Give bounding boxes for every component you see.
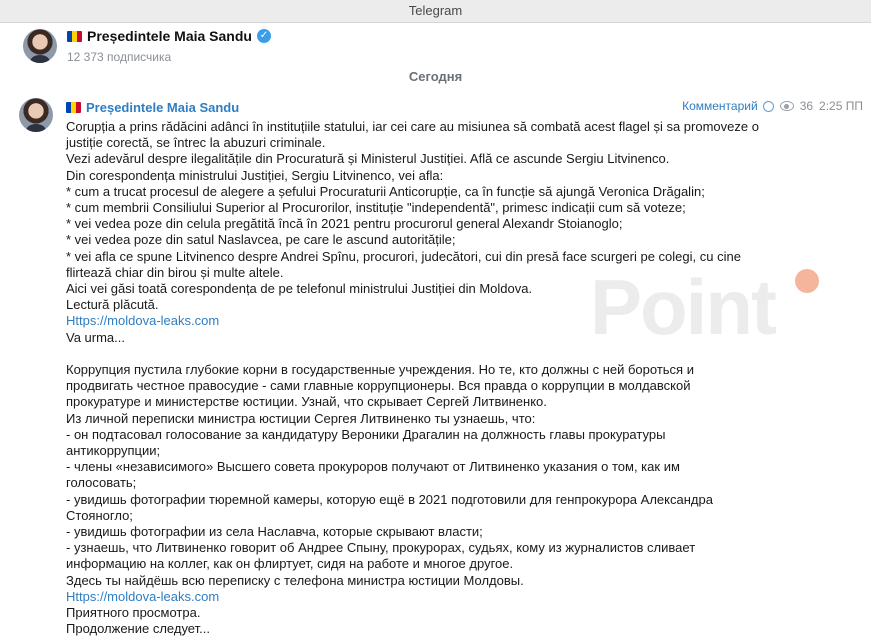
channel-avatar[interactable] (23, 29, 57, 63)
post-line: flirtează chiar din birou și multe altele. (66, 264, 284, 280)
comments-button[interactable] (682, 99, 774, 113)
window-title: Telegram (408, 3, 463, 18)
post-line: * vei vedea poze din celula pregătită încă în 2021 pentru procurorul general Alexandr Stoianoglo; (66, 216, 623, 232)
post-line: Lectură plăcută. (66, 297, 159, 313)
view-count: 36 (799, 99, 814, 113)
post-line: Приятного просмотра. (66, 605, 201, 621)
post-line: Vezi adevărul despre ilegalitățile din Procuratură și Ministerul Justiției. Află ce ascunde Sergiu Litvinenco. (66, 151, 670, 167)
post-line: - узнаешь, что Литвиненко говорит об Андрее Спыну, прокурорах, судьях, кому из журналистов сливает (66, 540, 696, 556)
moldova-flag-icon (66, 102, 81, 113)
post-line: - члены «независимого» Высшего совета прокуроров получают от Литвиненко указания о том, как им (66, 459, 680, 475)
channel-title[interactable] (67, 28, 271, 44)
window-titlebar (0, 0, 871, 23)
date-separator: Сегодня (408, 69, 463, 84)
chat-header[interactable] (0, 23, 871, 68)
post-line: * cum a trucat procesul de alegere a șefului Procuraturii Anticorupție, ca în funcție să ajungă Veronica Drăgalin; (66, 183, 705, 199)
post-line: прокуратуре и министерстве юстиции. Узнай, что скрывает Сергей Литвиненко. (66, 394, 547, 410)
blank-line (66, 346, 826, 362)
subscriber-count: 12 373 подписчика (67, 50, 172, 64)
post-line: - он подтасовал голосование за кандидатуру Вероники Драгалин на должность главы прокуратуры (66, 426, 666, 442)
post-sender[interactable] (66, 100, 239, 115)
post-line: антикоррупции; (66, 443, 161, 459)
post-line: * cum membrii Consiliului Superior al Procurorilor, instituție "independentă", primesc indicații cum să voteze; (66, 200, 686, 216)
moldova-flag-icon (67, 31, 82, 42)
post-time: 2:25 ПП (819, 99, 863, 113)
post-line: * vei afla ce spune Litvinenco despre Andrei Spînu, procurori, judecători, cui din presă face scurgeri pe colegi, cu cine (66, 248, 741, 264)
post-line: Corupția a prins rădăcini adânci în instituțiile statului, iar cei care au misiunea să combată acest flagel și sa promoveze o (66, 119, 759, 134)
post-line: - увидишь фотографии из села Наславча, которые скрывают власти; (66, 524, 483, 540)
post-meta (682, 99, 863, 113)
views-eye-icon (780, 101, 794, 111)
post-line: продвигать честное правосудие - сами главные коррупционеры. Вся правда о коррупции в молдавской (66, 378, 691, 394)
post-line: Aici vei găsi toată corespondența de pe telefonul ministrului Justiției din Moldova. (66, 281, 533, 297)
check-badge-icon: ✓ (257, 29, 271, 43)
post-line: - увидишь фотографии тюремной камеры, которую ещё в 2021 подготовили для генпрокурора Александра (66, 491, 713, 507)
post-line: Из личной переписки министра юстиции Сергея Литвиненко ты узнаешь, что: (66, 410, 536, 426)
post-line: Стояногло; (66, 507, 133, 523)
post-line: информацию на коллег, как он флиртует, сидя на работе и многое другое. (66, 556, 514, 572)
post-line: justiție corectă, se întrec la abuzuri criminale. (66, 135, 326, 151)
post-line: Здесь ты найдёшь всю переписку с телефона министра юстиции Молдовы. (66, 572, 524, 588)
post-author-avatar[interactable] (19, 98, 53, 132)
post-sender-name: Președintele Maia Sandu (86, 100, 240, 115)
post-link[interactable]: Https://moldova-leaks.com (66, 588, 220, 604)
comment-bubble-icon (763, 101, 774, 112)
post-line: Din corespondența ministrului Justiției, Sergiu Litvinenco, vei afla: (66, 167, 444, 183)
channel-name: Președintele Maia Sandu (87, 28, 252, 44)
post-line: Коррупция пустила глубокие корни в государственные учреждения. Но те, кто должны с ней бороться и (66, 362, 694, 378)
post-link[interactable]: Https://moldova-leaks.com (66, 313, 220, 329)
post-line: Продолжение следует... (66, 621, 210, 637)
watermark-logo: Point (590, 263, 775, 351)
comments-label: Комментарий (682, 99, 758, 113)
post-line: * vei vedea poze din satul Naslavcea, pe care le ascund autoritățile; (66, 232, 456, 248)
post-text (66, 119, 826, 637)
post-line: Va urma... (66, 329, 126, 345)
post-line: голосовать; (66, 475, 137, 491)
